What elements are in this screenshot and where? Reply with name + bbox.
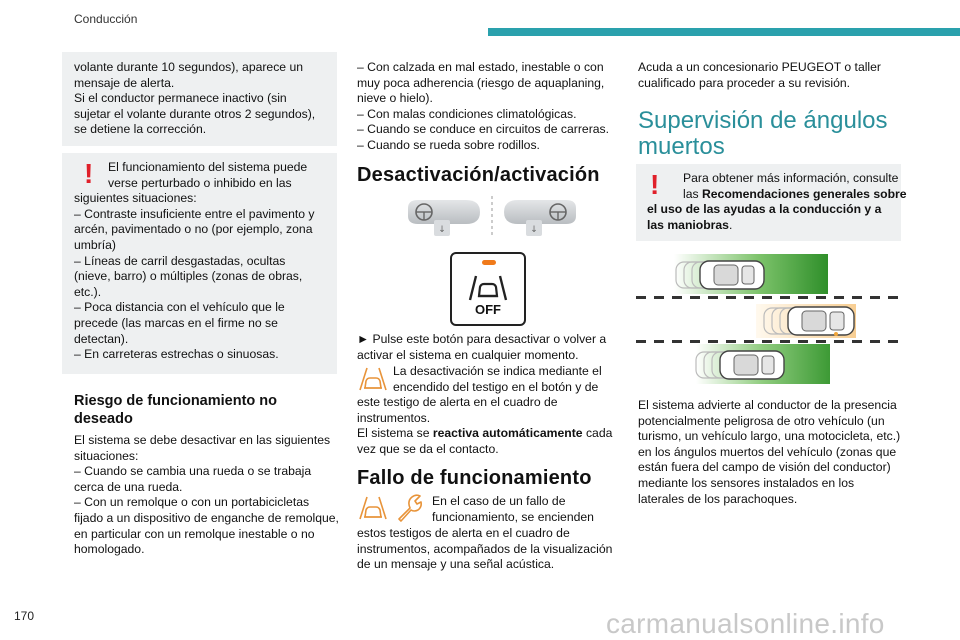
header-accent-bar xyxy=(488,28,960,36)
text-span: . xyxy=(728,217,733,232)
text-line: volante durante 10 segundos), aparece un xyxy=(74,60,304,74)
dealer-advice xyxy=(638,60,881,91)
list-item: – Cuando se rueda sobre rodillos. xyxy=(357,137,540,152)
bold-text: reactiva automáticamente xyxy=(432,426,583,441)
text-line: La desactivación se indica mediante el xyxy=(393,364,602,378)
fault-text xyxy=(432,494,594,525)
list-item: nieve o hielo). xyxy=(357,91,433,106)
text-line: umbría) xyxy=(74,237,116,252)
lane-assist-off-button[interactable] xyxy=(450,252,526,326)
warning-box xyxy=(636,164,907,241)
text-line: se detiene la corrección. xyxy=(74,122,207,137)
text-line: instrumentos. xyxy=(357,410,431,425)
text-line: mensaje de alerta. xyxy=(74,75,175,90)
text-span: El sistema se xyxy=(357,426,433,441)
text-line: mediante los sensores instalados en los xyxy=(638,475,855,490)
text-line: fijado a un dispositivo de enganche de remolque, xyxy=(74,510,339,525)
blind-spot-title xyxy=(638,108,888,160)
text-line xyxy=(357,426,612,442)
text-line: cerca de una rueda. xyxy=(74,479,183,494)
text-line: encendido del testigo en el botón y de xyxy=(393,379,599,394)
bold-text: Recomendaciones generales sobre xyxy=(701,186,907,201)
section-title: Conducción xyxy=(74,12,138,26)
text-line: están fuera del campo de visión del conductor) xyxy=(638,460,891,475)
text-line: vez que se da el contacto. xyxy=(357,441,499,456)
lane-warning-lamp-icon xyxy=(357,364,389,394)
blind-spot-illustration xyxy=(636,252,902,388)
watermark: carmanualsonline.info xyxy=(606,608,885,639)
heading-line: Riesgo de funcionamiento no xyxy=(74,393,278,409)
text-line: verse perturbado o inhibido en las xyxy=(108,175,292,190)
text-line: funcionamiento, se encienden xyxy=(432,509,594,524)
page-number: 170 xyxy=(14,609,35,623)
text-line: estos testigos de alerta en el cuadro de xyxy=(357,526,570,540)
text-line: – Con un remolque o con un portabicicletas xyxy=(74,495,310,510)
text-line: turismo, un vehículo largo, una motocicleta, etc.) xyxy=(638,429,901,444)
text-line: El sistema advierte al conductor de la presencia xyxy=(638,398,897,412)
text-line: – Cuando se cambia una rueda o se trabaja xyxy=(74,464,312,479)
warning-box xyxy=(62,153,337,374)
text-line: – Líneas de carril desgastadas, ocultas xyxy=(74,253,286,268)
svg-text:↓: ↓ xyxy=(530,225,538,235)
text-line: – Poca distancia con el vehículo que le xyxy=(74,300,285,315)
text-line: Acuda a un concesionario PEUGEOT o taller xyxy=(638,60,881,74)
text-line: Si el conductor permanece inactivo (sin xyxy=(74,91,287,106)
bold-text: las maniobras xyxy=(647,217,729,232)
warning-text xyxy=(647,171,907,233)
heading-malfunction: Fallo de funcionamiento xyxy=(357,467,592,489)
list-item: – Cuando se conduce en circuitos de carreras. xyxy=(357,122,610,137)
title-line: muertos xyxy=(638,133,725,160)
text-line xyxy=(647,202,907,218)
lamp-text-continued xyxy=(357,395,612,457)
text-line: – En carreteras estrechas o sinuosas. xyxy=(74,347,279,362)
text-line: ► Pulse este botón para desactivar o volver a xyxy=(357,332,607,346)
text-line xyxy=(647,218,907,234)
text-line: cualificado para proceder a su revisión. xyxy=(638,75,851,90)
box-text xyxy=(74,60,315,138)
text-line: En el caso de un fallo de xyxy=(432,494,566,508)
text-line: siguientes situaciones: xyxy=(74,191,197,206)
list-item: muy poca adherencia (riesgo de aquaplaning, xyxy=(357,75,605,90)
text-line: sujetar el volante durante otros 2 segundos), xyxy=(74,106,316,121)
text-line: en particular con un remolque inestable o no xyxy=(74,526,315,541)
text-line: homologado. xyxy=(74,542,145,557)
text-line: potencialmente peligrosa de otro vehículo (un xyxy=(638,413,885,428)
fault-text-continued xyxy=(357,526,612,573)
blind-spot-paragraph xyxy=(638,398,900,507)
info-box-continuation xyxy=(62,52,337,146)
heading-line: deseado xyxy=(74,411,133,427)
text-line: en los ángulos muertos del vehículo (zonas que xyxy=(638,444,897,459)
warning-icon: ! xyxy=(650,169,660,200)
text-line: activar el sistema en cualquier momento. xyxy=(357,347,579,362)
text-line xyxy=(647,187,907,203)
text-line: El sistema se debe desactivar en las siguientes xyxy=(74,433,331,447)
unwanted-operation-paragraph xyxy=(74,433,339,558)
press-instruction xyxy=(357,332,606,363)
text-span: cada xyxy=(582,426,613,441)
text-line: instrumentos, acompañados de la visualización xyxy=(357,541,613,556)
text-line: detectan). xyxy=(74,331,129,346)
lane-warning-lamp-icon xyxy=(357,493,389,523)
text-span: las xyxy=(683,186,702,201)
list-item: – Con calzada en mal estado, inestable o con xyxy=(357,60,604,74)
text-line: – Contraste insuficiente entre el pavimento y xyxy=(74,206,315,221)
list-item: – Con malas condiciones climatológicas. xyxy=(357,106,577,121)
title-line: Supervisión de ángulos xyxy=(638,107,888,134)
conditions-list xyxy=(357,60,609,154)
text-line: El funcionamiento del sistema puede xyxy=(108,160,308,174)
off-label: OFF xyxy=(475,302,501,317)
text-line: precede (las marcas en el firme no se xyxy=(74,315,278,330)
text-line: (nieve, barro) o múltiples (zonas de obras, xyxy=(74,269,303,284)
text-line: este testigo de alerta en el cuadro de xyxy=(357,395,558,409)
heading-deactivation: Desactivación/activación xyxy=(357,164,600,186)
wrench-icon xyxy=(393,493,425,523)
text-line: situaciones: xyxy=(74,448,139,463)
warning-icon: ! xyxy=(84,158,94,189)
steering-controls-illustration xyxy=(404,194,580,240)
svg-text:↓: ↓ xyxy=(438,225,446,235)
text-line: etc.). xyxy=(74,284,102,299)
text-line: Para obtener más información, consulte xyxy=(683,171,899,185)
text-line: laterales de los parachoques. xyxy=(638,491,798,506)
warning-text xyxy=(74,160,315,363)
subheading-unwanted-operation xyxy=(74,392,277,428)
bold-text: el uso de las ayudas a la conducción y a xyxy=(647,202,882,217)
lamp-text xyxy=(393,364,602,395)
text-line: de un mensaje y una señal acústica. xyxy=(357,557,555,572)
text-line: arcén, pavimentado o no (por ejemplo, zona xyxy=(74,222,313,237)
